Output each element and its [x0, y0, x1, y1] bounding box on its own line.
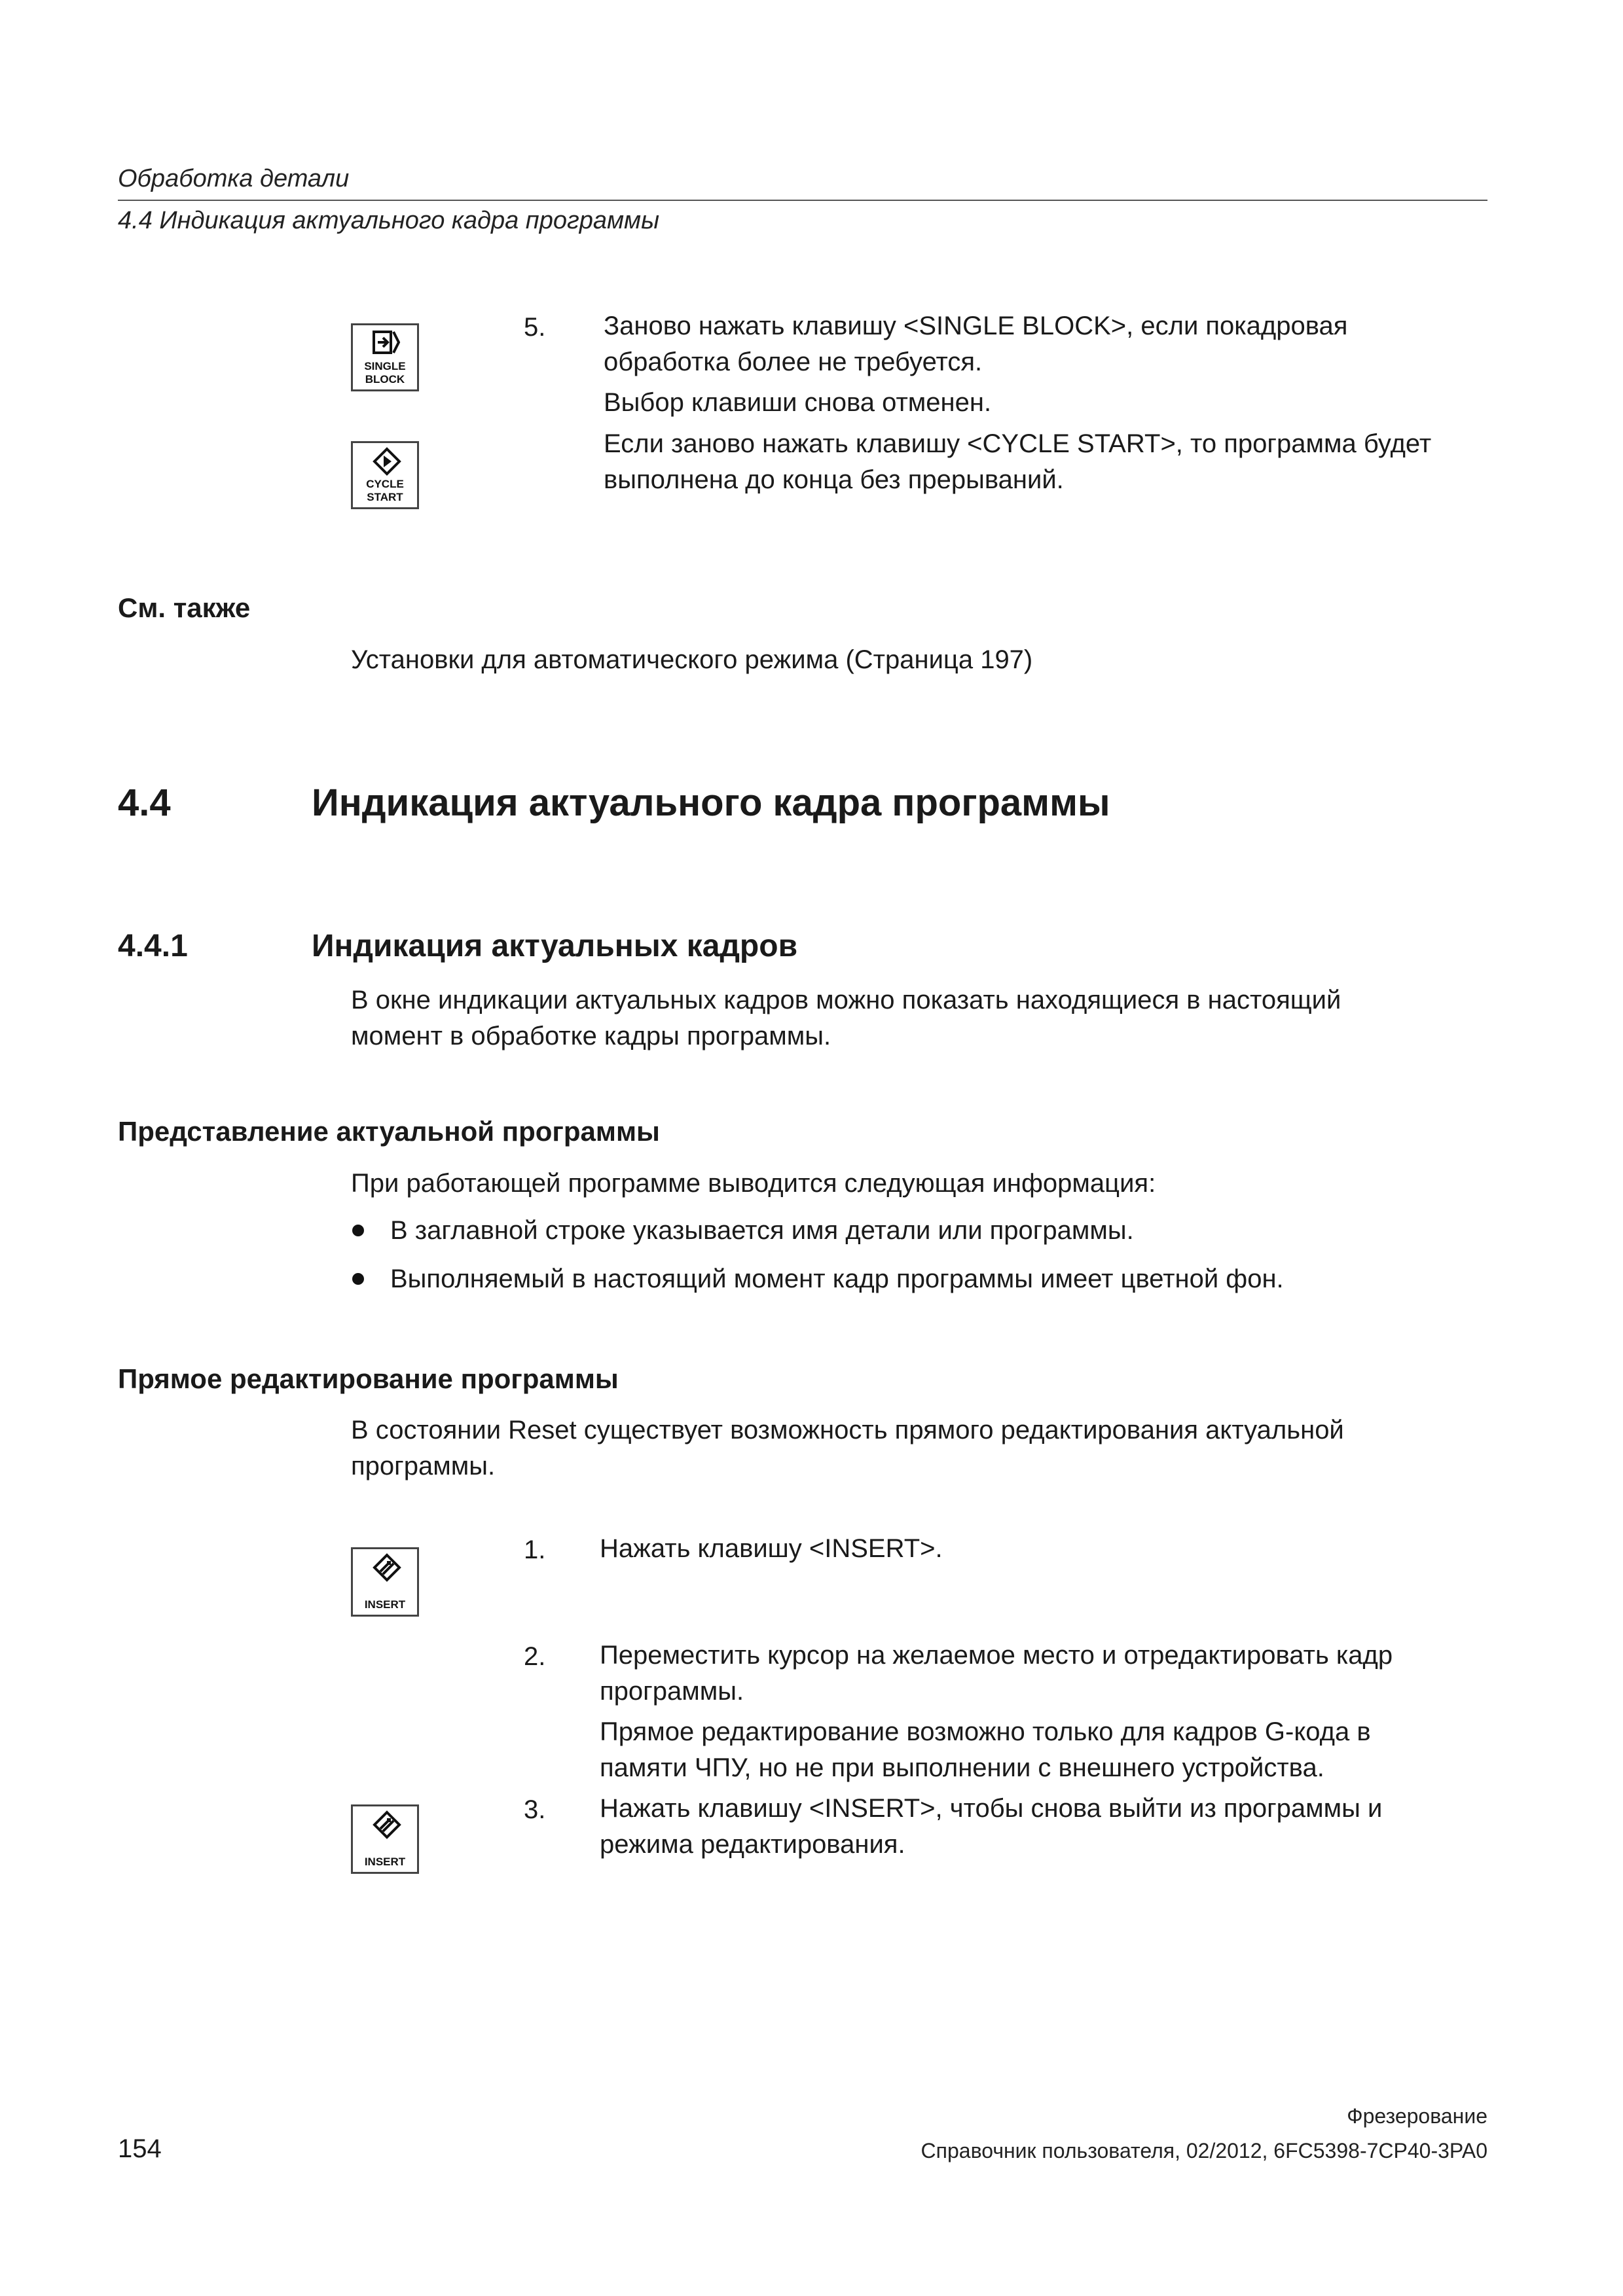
step-2-line-2: программы.: [600, 1677, 744, 1706]
insert-key-icon: [351, 1547, 419, 1617]
step-3-line-2: режима редактирования.: [600, 1830, 905, 1859]
step-2-note-line-2: памяти ЧПУ, но не при выполнении с внешнего устройства.: [600, 1753, 1324, 1782]
insert-key-label: INSERT: [364, 1598, 406, 1611]
step-5-line-1: Заново нажать клавишу <SINGLE BLOCK>, если покадровая: [604, 312, 1348, 340]
representation-intro: При работающей программе выводится следующая информация:: [351, 1169, 1156, 1198]
step-2-line-1: Переместить курсор на желаемое место и отредактировать кадр: [600, 1641, 1393, 1670]
representation-bullet-2: Выполняемый в настоящий момент кадр программы имеет цветной фон.: [390, 1265, 1284, 1293]
step-2-note-line-1: Прямое редактирование возможно только для кадров G-кода в: [600, 1717, 1371, 1746]
section-4-4-number: 4.4: [118, 781, 171, 824]
representation-heading: Представление актуальной программы: [118, 1116, 660, 1147]
direct-edit-intro-line-2: программы.: [351, 1452, 496, 1480]
header-rule: [118, 200, 1487, 201]
step-5-line-2: обработка более не требуется.: [604, 348, 983, 376]
insert-glyph-icon: [373, 1553, 401, 1583]
bullet-dot-2: [352, 1273, 364, 1285]
section-4-4-1-title: Индикация актуальных кадров: [312, 929, 798, 963]
step-5-para-2: Выбор клавиши снова отменен.: [604, 388, 992, 417]
step-3-line-1: Нажать клавишу <INSERT>, чтобы снова выйти из программы и: [600, 1794, 1383, 1823]
single-block-glyph-icon: [373, 329, 401, 355]
step-5-para-3-line-2: выполнена до конца без прерываний.: [604, 465, 1064, 494]
step-1-number: 1.: [524, 1535, 546, 1564]
insert-glyph-icon-2: [373, 1810, 401, 1840]
cycle-start-key-icon: [351, 441, 419, 509]
see-also-heading: См. также: [118, 592, 251, 623]
bullet-dot-1: [352, 1225, 364, 1236]
header-chapter: Обработка детали: [118, 165, 350, 192]
cycle-start-glyph-icon: [373, 447, 401, 476]
see-also-link[interactable]: Установки для автоматического режима (Страница 197): [351, 645, 1033, 674]
footer-book: Фрезерование: [1347, 2104, 1487, 2128]
single-block-key-label-1: SINGLE: [364, 360, 406, 372]
section-4-4-1-intro-line-1: В окне индикации актуальных кадров можно показать находящиеся в настоящий: [351, 986, 1341, 1014]
section-4-4-1-number: 4.4.1: [118, 929, 188, 963]
cycle-start-key-label-1: CYCLE: [366, 478, 404, 490]
step-3-number: 3.: [524, 1795, 546, 1824]
step-1-text: Нажать клавишу <INSERT>.: [600, 1534, 943, 1563]
representation-bullet-1: В заглавной строке указывается имя детали или программы.: [390, 1216, 1134, 1245]
direct-edit-intro-line-1: В состоянии Reset существует возможность прямого редактирования актуальной: [351, 1416, 1344, 1444]
section-4-4-title: Индикация актуального кадра программы: [312, 781, 1110, 824]
insert-key-label-2: INSERT: [364, 1856, 406, 1868]
direct-edit-heading: Прямое редактирование программы: [118, 1363, 619, 1394]
step-5-para-3-line-1: Если заново нажать клавишу <CYCLE START>, то программа будет: [604, 429, 1432, 458]
footer-page-number: 154: [118, 2134, 162, 2163]
single-block-key-icon: [351, 323, 419, 391]
insert-key-icon-2: [351, 1804, 419, 1874]
section-4-4-1-intro-line-2: момент в обработке кадры программы.: [351, 1022, 831, 1050]
cycle-start-key-label-2: START: [367, 491, 403, 503]
step-5-number: 5.: [524, 313, 546, 342]
header-section: 4.4 Индикация актуального кадра программы: [118, 207, 660, 234]
single-block-key-label-2: BLOCK: [365, 373, 405, 386]
footer-manual: Справочник пользователя, 02/2012, 6FC5398-7CP40-3PA0: [921, 2139, 1487, 2162]
step-2-number: 2.: [524, 1642, 546, 1671]
